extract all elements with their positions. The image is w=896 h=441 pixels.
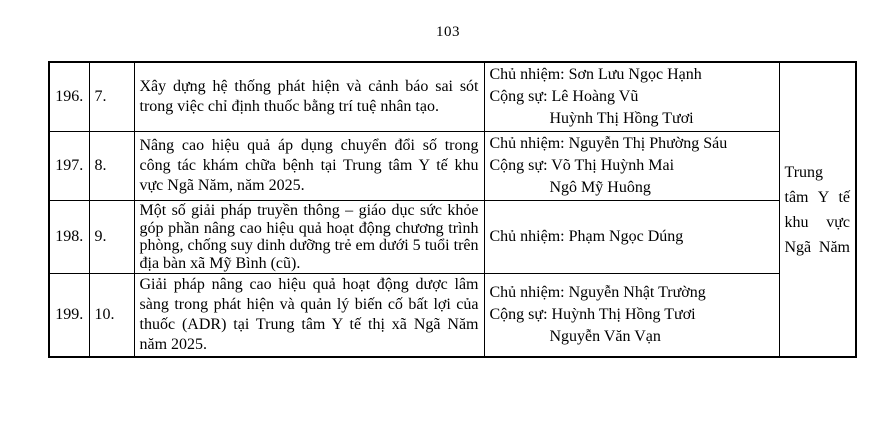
collaborator-line: Cộng sự: Võ Thị Huỳnh Mai <box>489 157 675 174</box>
collaborator-line: Ngô Mỹ Huông <box>549 179 651 196</box>
table-row <box>49 274 856 358</box>
row-ordinal-cell: 10. <box>89 274 134 358</box>
row-index-cell: 198. <box>49 201 89 274</box>
project-members-cell <box>484 132 779 201</box>
leader-line: Chủ nhiệm: Nguyễn Nhật Trường <box>489 284 706 301</box>
project-title-cell: Xây dựng hệ thống phát hiện và cảnh báo sai sót trong việc chỉ định thuốc bằng trí tuệ nhân tạo. <box>134 62 484 132</box>
table-row <box>49 62 856 132</box>
unit-name-line: khu vực <box>784 213 850 231</box>
project-title-cell: Giải pháp nâng cao hiệu quả hoạt động dược lâm sàng trong phát hiện và quản lý biến cố bất lợi của thuốc (ADR) tại Trung tâm Y tế thị xã Ngã Năm năm 2025. <box>134 274 484 358</box>
row-ordinal-cell: 9. <box>89 201 134 274</box>
unit-name-line: Ngã Năm <box>784 238 850 256</box>
leader-line: Chủ nhiệm: Phạm Ngọc Dúng <box>489 228 684 245</box>
project-members-cell <box>484 62 779 132</box>
collaborator-line: Cộng sự: Huỳnh Thị Hồng Tươi <box>489 306 696 323</box>
unit-cell <box>779 62 856 357</box>
leader-line: Chủ nhiệm: Sơn Lưu Ngọc Hạnh <box>489 66 702 83</box>
collaborator-line: Nguyễn Văn Vạn <box>549 328 661 345</box>
collaborator-line: Huỳnh Thị Hồng Tươi <box>549 110 694 127</box>
collaborator-line: Cộng sự: Lê Hoàng Vũ <box>489 88 639 105</box>
unit-name-line: tâm Y tế <box>784 188 850 206</box>
project-members-cell <box>484 274 779 358</box>
project-members-cell <box>484 201 779 274</box>
row-index-cell: 197. <box>49 132 89 201</box>
unit-name-line: Trung <box>784 163 824 181</box>
page-number: 103 <box>436 24 460 40</box>
table-row <box>49 132 856 201</box>
project-title-cell: Nâng cao hiệu quả áp dụng chuyển đổi số trong công tác khám chữa bệnh tại Trung tâm Y tế khu vực Ngã Năm, năm 2025. <box>134 132 484 201</box>
row-index-cell: 196. <box>49 62 89 132</box>
row-ordinal-cell: 8. <box>89 132 134 201</box>
leader-line: Chủ nhiệm: Nguyễn Thị Phường Sáu <box>489 135 728 152</box>
project-title-cell: Một số giải pháp truyền thông – giáo dục sức khỏe góp phần nâng cao hiệu quả hoạt động chương trình phòng, chống suy dinh dưỡng trẻ em dưới 5 tuổi trên địa bàn xã Mỹ Bình (cũ). <box>134 201 484 274</box>
projects-table <box>48 61 857 358</box>
row-ordinal-cell: 7. <box>89 62 134 132</box>
table-row <box>49 201 856 274</box>
row-index-cell: 199. <box>49 274 89 358</box>
